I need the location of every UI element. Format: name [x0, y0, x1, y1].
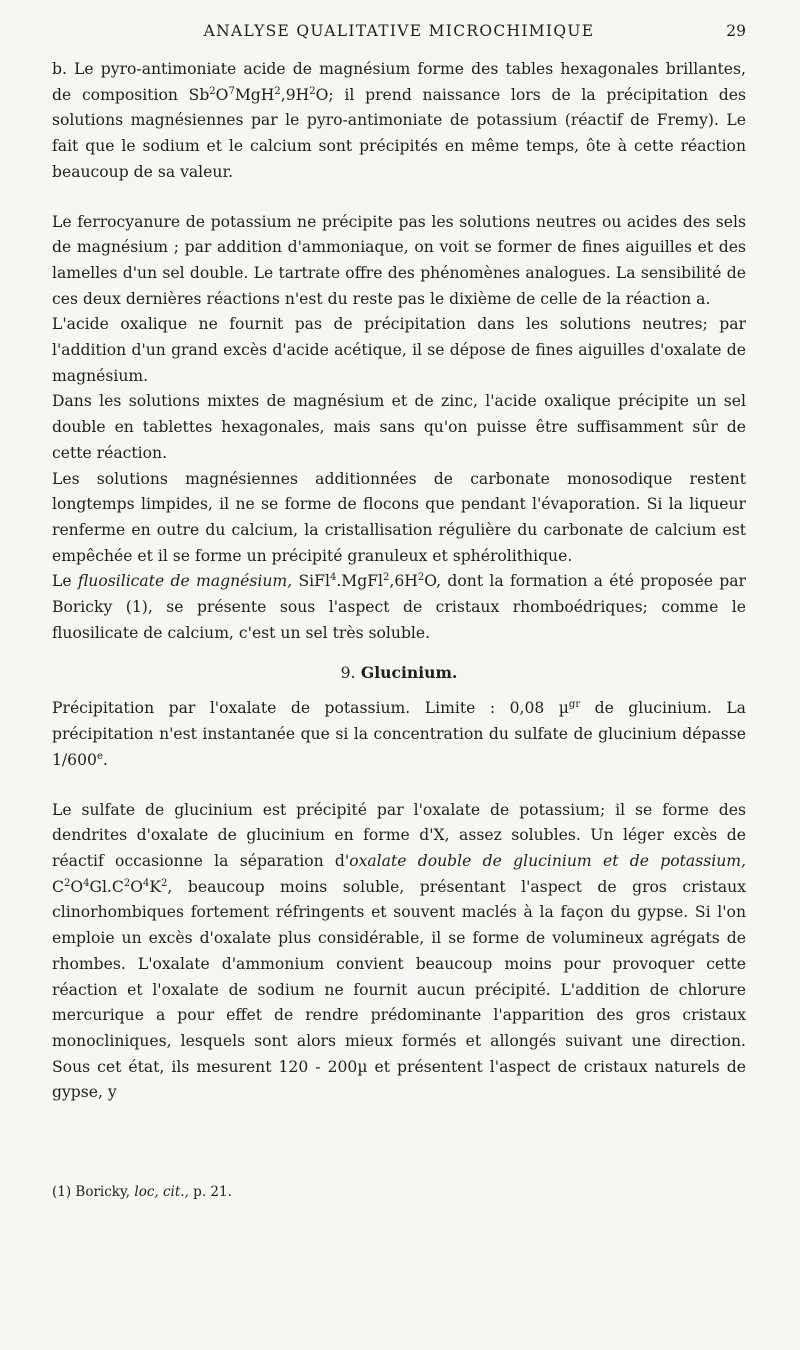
- text-run: Boricky,: [71, 1184, 135, 1200]
- section-number: 9.: [340, 664, 356, 683]
- text-run: K: [149, 877, 162, 896]
- paragraph: L'acide oxalique ne fournit pas de précipitation dans les solutions neutres; par l'addition d'un grand excès d'acide acétique, il se dépose de fines aiguilles d'oxalate de magnésium.: [52, 315, 746, 385]
- formula-index: 2: [309, 85, 316, 97]
- paragraph: [52, 696, 746, 773]
- formula-index: 7: [228, 85, 235, 97]
- unit-superscript: gr: [568, 699, 581, 711]
- paragraph: [52, 798, 746, 1106]
- body-text: [52, 57, 746, 1106]
- text-run: .: [102, 750, 108, 769]
- text-run: Le pyro-antimoniate acide de magnésium forme des tables hexagonales brillantes, de composition Sb: [52, 60, 746, 104]
- formula-index: 2: [417, 572, 425, 584]
- ordinal-superscript: e: [96, 750, 103, 762]
- paragraph: [52, 57, 746, 186]
- formula-index: 4: [83, 877, 90, 889]
- italic-term: oxalate double de glucinium et de potassium,: [349, 851, 746, 870]
- text-run: Gl.C: [89, 877, 124, 896]
- italic-term: loc, cit.,: [134, 1184, 189, 1200]
- text-run: , beaucoup moins soluble, présentant l'aspect de gros cristaux clinorhombiques fortement réfringents et souvent maclés à la façon du gypse. Si l'on emploie un excès d'oxalate plus considérable, il se forme de volumineux agrégats de rhombes. L'oxalate d'ammonium convient beaucoup moins pour provoquer cette réaction et l'oxalate de sodium ne fournit aucun précipité. L'addition de chlorure mercurique a pour effet de rendre prédominante l'apparition des gros cristaux monocliniques, lesquels sont alors mieux formés et allongés suivant une direction. Sous cet état, ils mesurent 120 - 200µ et présentent l'aspect de cristaux naturels de gypse, y: [52, 877, 746, 1102]
- text-run: O: [130, 877, 143, 896]
- formula-index: 2: [123, 877, 131, 889]
- text-run: de glucinium. La précipitation n'est instantanée que si la concentration du sulfate de glucinium dépasse 1/600: [52, 699, 746, 769]
- paragraph: Le ferrocyanure de potassium ne précipite pas les solutions neutres ou acides des sels de magnésium ; par addition d'ammoniaque, on voit se former de fines aiguilles et des lamelles d'un sel double. Le tartrate offre des phénomènes analogues. La sensibilité de ces deux dernières réactions n'est du reste pas le dixième de celle de la réaction a.: [52, 212, 746, 308]
- formula-index: 4: [143, 877, 150, 889]
- paragraph-gap: [52, 774, 746, 798]
- text-run: O: [215, 85, 229, 104]
- formula-index: 4: [329, 572, 337, 584]
- text-run: SiFl: [292, 572, 330, 591]
- paragraph: Les solutions magnésiennes additionnées de carbonate monosodique restent longtemps limpides, il ne se forme de flocons que pendant l'évaporation. Si la liqueur renferme en outre du calcium, la cristallisation régulière du carbonate de calcium est empêchée et il se forme un précipité granuleux et sphérolithique.: [52, 469, 746, 565]
- text-run: O, dont la formation a été proposée par Boricky (1), se présente sous l'aspect de cristaux rhomboédriques; comme le fluosilicate de calcium, c'est un sel très soluble.: [52, 572, 747, 642]
- text-run: Le sulfate de glucinium est précipité par l'oxalate de potassium; il se forme des dendrites d'oxalate de glucinium en forme d'X, assez solubles. Un léger excès de réactif occasionne la séparation d': [52, 800, 746, 870]
- item-marker: b.: [52, 60, 67, 78]
- italic-term: fluosilicate de magnésium,: [77, 572, 293, 591]
- text-run: Le: [52, 572, 78, 591]
- running-header: [52, 22, 746, 46]
- running-title: ANALYSE QUALITATIVE MICROCHIMIQUE: [203, 22, 595, 40]
- footnote-marker: (1): [52, 1184, 72, 1200]
- text-run: p. 21.: [188, 1184, 232, 1200]
- text-run: O; il prend naissance lors de la précipitation des solutions magnésiennes par le pyro-antimoniate de potassium (réactif de Fremy). Le fait que le sodium et le calcium sont précipités en même temps, ôte à cette réaction beaucoup de sa valeur.: [52, 85, 746, 181]
- formula-index: 2: [161, 877, 168, 889]
- text-run: Précipitation par l'oxalate de potassium. Limite : 0,08 µ: [52, 699, 569, 718]
- text-run: ,6H: [389, 572, 418, 591]
- text-run: MgH: [234, 85, 275, 104]
- formula-index: 2: [63, 877, 71, 889]
- paragraph: Dans les solutions mixtes de magnésium et de zinc, l'acide oxalique précipite un sel double en tablettes hexagonales, mais sans qu'on puisse être suffisamment sûr de cette réaction.: [52, 392, 746, 462]
- formula-index: 2: [274, 85, 281, 97]
- page-number: 29: [726, 22, 746, 40]
- section-heading: [52, 660, 746, 686]
- text-run: C: [52, 877, 64, 896]
- text-run: ,9H: [280, 85, 310, 104]
- paragraph: [52, 569, 746, 646]
- footnote: [52, 1182, 746, 1202]
- text-run: O: [70, 877, 84, 896]
- paragraph-gap: [52, 186, 746, 210]
- formula-index: 2: [383, 572, 390, 584]
- section-title: Glucinium.: [360, 663, 458, 683]
- formula-index: 2: [209, 85, 216, 97]
- text-run: .MgFl: [336, 572, 384, 591]
